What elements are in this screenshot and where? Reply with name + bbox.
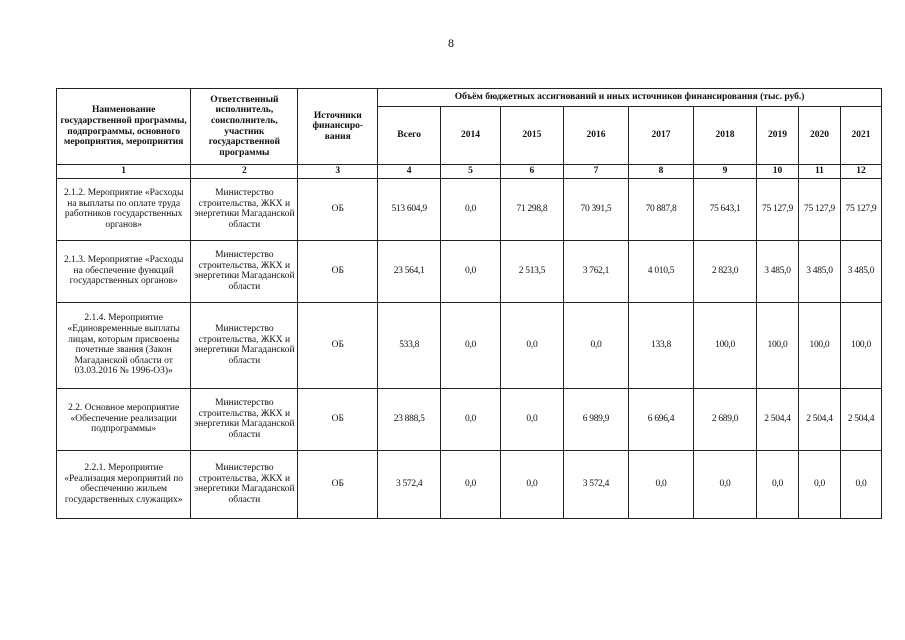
header-year: 2017 [628,107,693,165]
row-value-total: 513 604,9 [378,178,441,240]
row-value: 0,0 [798,450,840,518]
row-value: 3 572,4 [563,450,628,518]
column-number: 11 [798,165,840,179]
column-number: 6 [500,165,563,179]
row-responsible: Министерство строительства, ЖКХ и энергетики Магаданской области [191,450,298,518]
column-number: 5 [441,165,501,179]
row-value-total: 23 888,5 [378,388,441,450]
page-number: 8 [448,36,454,50]
row-name: 2.1.3. Мероприятие «Расходы на обеспечение функций государственных органов» [57,240,191,302]
row-value-total: 23 564,1 [378,240,441,302]
header-total: Всего [378,107,441,165]
column-number: 8 [628,165,693,179]
row-value: 4 010,5 [628,240,693,302]
row-value: 0,0 [500,302,563,388]
column-number: 9 [694,165,757,179]
table-row [57,240,882,302]
header-year: 2020 [798,107,840,165]
row-value: 0,0 [441,388,501,450]
column-number: 1 [57,165,191,179]
row-value: 2 823,0 [694,240,757,302]
table-row [57,302,882,388]
row-value-total: 3 572,4 [378,450,441,518]
row-responsible: Министерство строительства, ЖКХ и энергетики Магаданской области [191,240,298,302]
row-value: 70 887,8 [628,178,693,240]
row-value: 0,0 [628,450,693,518]
row-value: 6 696,4 [628,388,693,450]
row-source: ОБ [298,240,378,302]
row-value: 0,0 [694,450,757,518]
row-value: 3 485,0 [840,240,881,302]
row-value: 2 689,0 [694,388,757,450]
row-value: 6 989,9 [563,388,628,450]
header-name: Наименование государственной программы, подпрограммы, основного мероприятия, мероприятия [57,89,191,165]
row-name: 2.2.1. Мероприятие «Реализация мероприятий по обеспечению жильем государственных служащих» [57,450,191,518]
column-number: 4 [378,165,441,179]
row-value: 70 391,5 [563,178,628,240]
row-value: 100,0 [757,302,799,388]
row-value: 75 127,9 [798,178,840,240]
row-value: 2 504,4 [840,388,881,450]
row-value: 0,0 [840,450,881,518]
header-responsible: Ответственный исполнитель, соисполнитель, участник государственной программы [191,89,298,165]
row-value: 2 504,4 [798,388,840,450]
table-row [57,178,882,240]
row-source: ОБ [298,450,378,518]
row-value: 75 643,1 [694,178,757,240]
row-value: 0,0 [500,450,563,518]
row-value: 2 504,4 [757,388,799,450]
row-name: 2.1.2. Мероприятие «Расходы на выплаты по оплате труда работников государственных органов» [57,178,191,240]
row-source: ОБ [298,388,378,450]
row-source: ОБ [298,302,378,388]
row-value-total: 533,8 [378,302,441,388]
header-source: Источники финансиро-вания [298,89,378,165]
row-value: 100,0 [840,302,881,388]
column-number: 7 [563,165,628,179]
row-value: 0,0 [500,388,563,450]
row-value: 75 127,9 [840,178,881,240]
budget-table [56,88,882,519]
row-responsible: Министерство строительства, ЖКХ и энергетики Магаданской области [191,178,298,240]
row-value: 0,0 [441,240,501,302]
row-value: 100,0 [694,302,757,388]
header-year: 2019 [757,107,799,165]
row-value: 3 485,0 [757,240,799,302]
header-year: 2014 [441,107,501,165]
row-value: 75 127,9 [757,178,799,240]
row-value: 0,0 [441,178,501,240]
row-name: 2.1.4. Мероприятие «Единовременные выплаты лицам, которым присвоены почетные звания (Закон Магаданской области от 03.03.2016 № 1996-ОЗ)» [57,302,191,388]
row-source: ОБ [298,178,378,240]
column-number: 2 [191,165,298,179]
row-value: 3 762,1 [563,240,628,302]
column-number: 10 [757,165,799,179]
row-value: 0,0 [441,450,501,518]
column-number-row [57,165,882,179]
row-value: 71 298,8 [500,178,563,240]
header-year: 2015 [500,107,563,165]
table-row [57,388,882,450]
header-year: 2016 [563,107,628,165]
row-value: 2 513,5 [500,240,563,302]
row-value: 0,0 [563,302,628,388]
table-row [57,450,882,518]
row-value: 100,0 [798,302,840,388]
column-number: 3 [298,165,378,179]
row-name: 2.2. Основное мероприятие «Обеспечение реализации подпрограммы» [57,388,191,450]
row-value: 3 485,0 [798,240,840,302]
column-number: 12 [840,165,881,179]
row-value: 0,0 [757,450,799,518]
header-year: 2021 [840,107,881,165]
row-responsible: Министерство строительства, ЖКХ и энергетики Магаданской области [191,302,298,388]
row-value: 133,8 [628,302,693,388]
header-volume: Объём бюджетных ассигнований и иных источников финансирования (тыс. руб.) [378,89,882,107]
header-year: 2018 [694,107,757,165]
row-responsible: Министерство строительства, ЖКХ и энергетики Магаданской области [191,388,298,450]
row-value: 0,0 [441,302,501,388]
